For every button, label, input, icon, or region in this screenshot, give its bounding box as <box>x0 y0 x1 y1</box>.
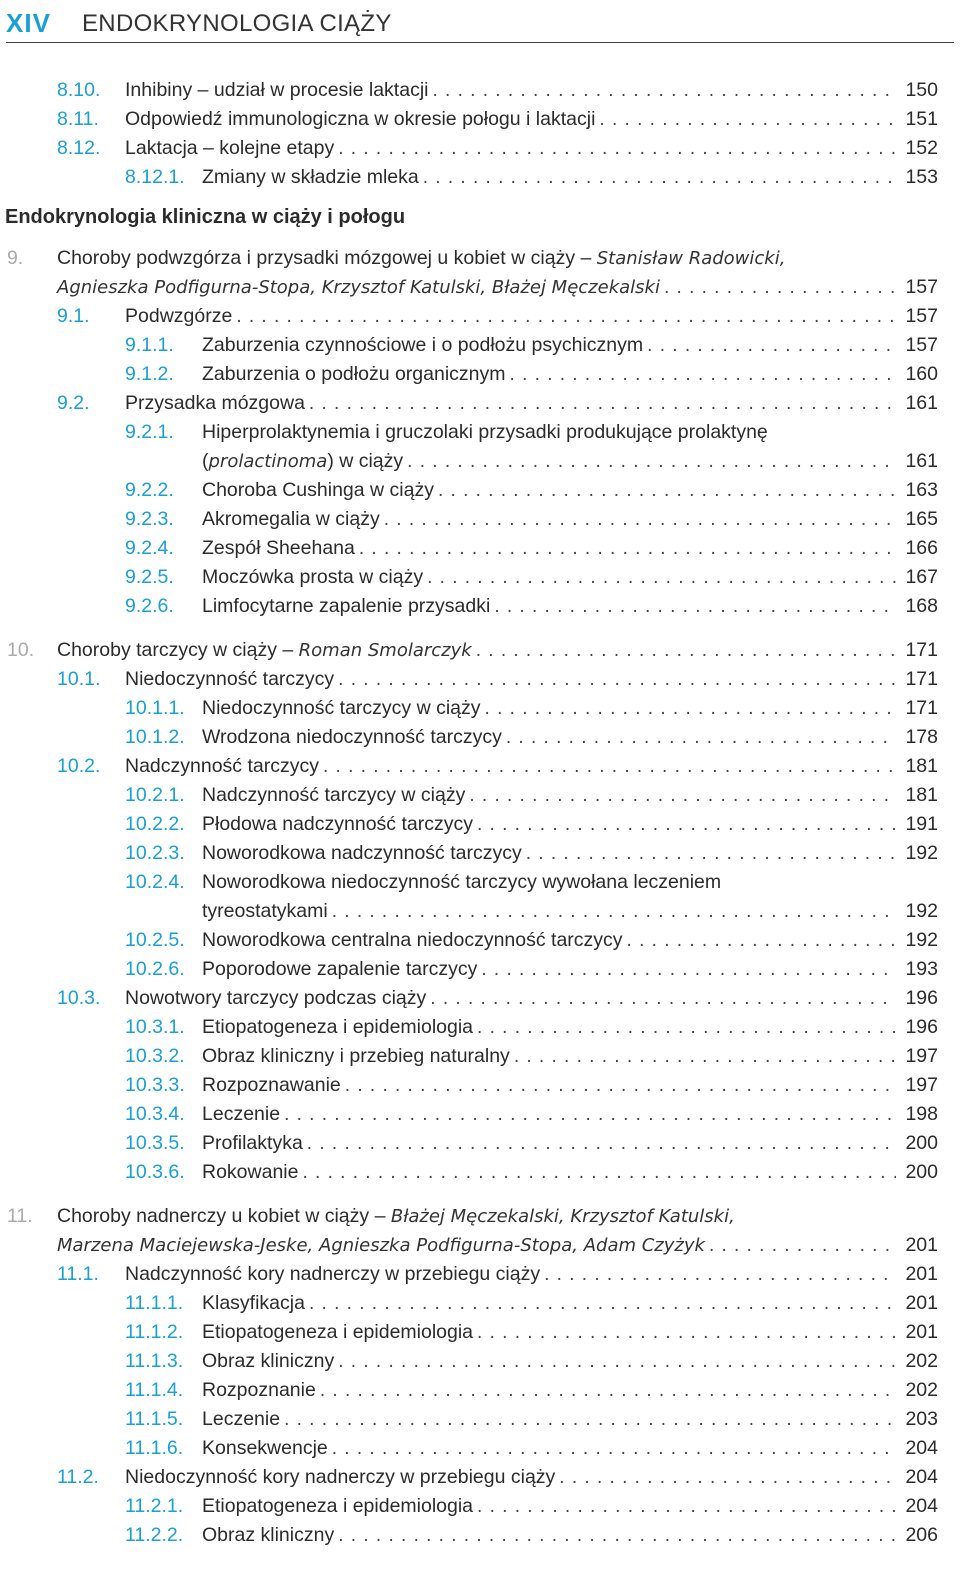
toc-entry-title <box>57 276 660 299</box>
toc-entry[interactable] <box>0 1042 960 1071</box>
toc-entry-title-text: Wrodzona niedoczynność tarczycy <box>202 726 502 748</box>
toc-entry-number: 11.1.4. <box>125 1379 184 1401</box>
table-of-contents <box>0 76 960 1550</box>
toc-entry-title <box>202 1074 341 1096</box>
toc-entry-authors: Błażej Męczekalski, Krzysztof Katulski, <box>390 1206 735 1227</box>
toc-entry-page: 192 <box>905 929 938 951</box>
toc-entry-title-text: Zaburzenia o podłożu organicznym <box>202 363 506 385</box>
toc-entry-authors: Agnieszka Podfigurna-Stopa, Krzysztof Katulski, Błażej Męczekalski <box>57 277 660 298</box>
toc-entry-page: 181 <box>905 755 938 777</box>
toc-entry-page: 196 <box>905 1016 938 1038</box>
dot-leader <box>469 785 896 807</box>
toc-entry-title <box>125 305 232 327</box>
toc-entry-page: 203 <box>905 1408 938 1430</box>
toc-entry[interactable] <box>0 1260 960 1289</box>
toc-entry-title <box>202 508 380 530</box>
toc-entry-title-text: Poporodowe zapalenie tarczycy <box>202 958 478 980</box>
toc-entry-number: 11.1. <box>57 1263 99 1285</box>
toc-entry[interactable] <box>0 1013 960 1042</box>
toc-entry-number: 10.2.4. <box>125 871 185 893</box>
toc-entry[interactable] <box>0 868 960 897</box>
toc-entry-page: 161 <box>905 392 938 414</box>
toc-entry-page: 157 <box>905 334 938 356</box>
toc-entry-page: 196 <box>905 987 938 1009</box>
toc-entry[interactable] <box>0 1202 960 1231</box>
toc-entry-number: 10.3.1. <box>125 1016 185 1038</box>
toc-entry-number: 11. <box>7 1205 33 1227</box>
dot-leader <box>544 1264 896 1286</box>
toc-entry-title-text: Niedoczynność tarczycy <box>125 668 335 690</box>
toc-entry-title <box>202 1350 334 1372</box>
toc-entry-title-text: Etiopatogeneza i epidemiologia <box>202 1016 474 1038</box>
toc-entry-title-text: Choroby tarczycy w ciąży – <box>57 639 299 661</box>
toc-entry-number: 9.2.4. <box>125 537 174 559</box>
toc-entry-page: 202 <box>905 1379 938 1401</box>
toc-entry-page: 167 <box>905 566 938 588</box>
spacer <box>0 1187 960 1202</box>
toc-entry-number: 10.1. <box>57 668 101 690</box>
toc-entry-title-text: Konsekwencje <box>202 1437 328 1459</box>
toc-entry-number: 9.1.1. <box>125 334 174 356</box>
dot-leader <box>236 306 896 328</box>
toc-entry-title-text: Etiopatogeneza i epidemiologia <box>202 1321 474 1343</box>
toc-entry-page: 202 <box>905 1350 938 1372</box>
toc-entry[interactable] <box>0 1463 960 1492</box>
toc-entry[interactable] <box>0 839 960 868</box>
toc-entry-title <box>202 784 465 806</box>
toc-entry-title <box>202 1437 328 1459</box>
spacer <box>0 621 960 636</box>
toc-entry-number: 10.3.6. <box>125 1161 185 1183</box>
toc-entry-title-text: Inhibiny – udział w procesie laktacji <box>125 79 429 101</box>
toc-entry[interactable] <box>0 360 960 389</box>
toc-entry-number: 8.12.1. <box>125 166 185 188</box>
toc-entry[interactable] <box>0 955 960 984</box>
toc-entry-number: 11.1.2. <box>125 1321 184 1343</box>
dot-leader <box>664 277 896 299</box>
toc-entry-number: 10.2.2. <box>125 813 185 835</box>
toc-entry[interactable] <box>0 476 960 505</box>
toc-entry-number: 10.3.2. <box>125 1045 185 1067</box>
toc-entry-number: 9.2.5. <box>125 566 174 588</box>
toc-entry[interactable] <box>0 1071 960 1100</box>
chapter-title: ENDOKRYNOLOGIA CIĄŻY <box>82 10 392 37</box>
toc-entry-title-text: Płodowa nadczynność tarczycy <box>202 813 473 835</box>
section-heading-text: Endokrynologia kliniczna w ciąży i połogu <box>5 206 406 228</box>
toc-entry-page: 178 <box>905 726 938 748</box>
dot-leader <box>320 1380 896 1402</box>
toc-entry[interactable] <box>0 1521 960 1550</box>
toc-entry[interactable] <box>0 897 960 926</box>
toc-entry-page: 181 <box>905 784 938 806</box>
toc-entry[interactable] <box>0 926 960 955</box>
toc-entry-title-text: Laktacja – kolejne etapy <box>125 137 335 159</box>
toc-entry-title-text: Noworodkowa nadczynność tarczycy <box>202 842 522 864</box>
dot-leader <box>423 167 896 189</box>
dot-leader <box>494 596 896 618</box>
toc-entry[interactable] <box>0 76 960 105</box>
dot-leader <box>332 901 896 923</box>
toc-entry-title-text: Rokowanie <box>202 1161 299 1183</box>
chapter-number: XIV <box>6 8 51 38</box>
toc-entry[interactable] <box>0 723 960 752</box>
toc-entry-number: 10.3. <box>57 987 101 1009</box>
toc-entry-page: 200 <box>905 1161 938 1183</box>
toc-entry-number: 9.2.3. <box>125 508 174 530</box>
toc-entry-number: 9.2.6. <box>125 595 174 617</box>
toc-entry-title <box>57 247 785 270</box>
toc-entry-page: 192 <box>905 900 938 922</box>
dot-leader <box>338 669 896 691</box>
toc-entry-title <box>202 1321 473 1343</box>
toc-entry-title <box>125 1263 540 1285</box>
toc-entry-number: 11.1.3. <box>125 1350 184 1372</box>
toc-entry-title <box>202 871 721 893</box>
toc-entry-title-text: Noworodkowa centralna niedoczynność tarczycy <box>202 929 623 951</box>
dot-leader <box>309 1293 896 1315</box>
toc-entry[interactable] <box>0 810 960 839</box>
toc-entry[interactable] <box>0 418 960 447</box>
toc-entry-page: 204 <box>905 1437 938 1459</box>
toc-entry-title <box>202 813 473 835</box>
toc-entry-number: 10.2.3. <box>125 842 185 864</box>
dot-leader <box>510 364 896 386</box>
toc-entry[interactable] <box>0 1289 960 1318</box>
toc-entry-title-text: Zespół Sheehana <box>202 537 355 559</box>
toc-entry-title <box>202 450 403 473</box>
dot-leader <box>599 109 896 131</box>
toc-entry-page: 152 <box>905 137 938 159</box>
toc-entry-page: 153 <box>905 166 938 188</box>
toc-entry-page: 168 <box>905 595 938 617</box>
toc-entry-page: 171 <box>905 668 938 690</box>
toc-entry-title <box>57 639 472 662</box>
toc-entry-title <box>202 1161 298 1183</box>
toc-entry-title <box>202 1016 473 1038</box>
toc-entry-title <box>202 1045 510 1067</box>
dot-leader <box>481 959 896 981</box>
toc-entry-page: 206 <box>905 1524 938 1546</box>
toc-entry[interactable] <box>0 105 960 134</box>
toc-entry-title <box>125 668 334 690</box>
toc-entry-title-text: Klasyfikacja <box>202 1292 305 1314</box>
toc-entry[interactable] <box>0 273 960 302</box>
dot-leader <box>332 1438 896 1460</box>
dot-leader <box>338 138 896 160</box>
toc-entry-page: 166 <box>905 537 938 559</box>
dot-leader <box>309 393 896 415</box>
toc-entry-number: 11.2.2. <box>125 1524 184 1546</box>
toc-entry-number: 8.11. <box>57 108 99 130</box>
toc-entry[interactable] <box>0 1100 960 1129</box>
toc-entry-title <box>202 842 522 864</box>
toc-entry-title <box>202 421 768 443</box>
toc-entry[interactable] <box>0 1231 960 1260</box>
dot-leader <box>323 756 896 778</box>
toc-entry-title-text: Choroby podwzgórza i przysadki mózgowej u kobiet w ciąży – <box>57 247 597 269</box>
toc-entry[interactable] <box>0 244 960 273</box>
toc-entry-title-text: Przysadka mózgowa <box>125 392 305 414</box>
toc-entry-title <box>125 987 426 1009</box>
dot-leader <box>384 509 896 531</box>
toc-entry-page: 197 <box>905 1074 938 1096</box>
toc-entry-title-text: Noworodkowa niedoczynność tarczycy wywołana leczeniem <box>202 871 722 893</box>
toc-entry-number: 9. <box>7 247 24 269</box>
toc-entry-number: 9.1.2. <box>125 363 174 385</box>
toc-entry-number: 11.2.1. <box>125 1495 184 1517</box>
toc-entry-page: 165 <box>905 508 938 530</box>
toc-entry-number: 10.3.3. <box>125 1074 185 1096</box>
toc-entry[interactable] <box>0 665 960 694</box>
dot-leader <box>302 1162 896 1184</box>
toc-entry[interactable] <box>0 1434 960 1463</box>
toc-entry-title <box>202 595 490 617</box>
toc-entry-title-text: Niedoczynność kory nadnerczy w przebiegu ciąży <box>125 1466 556 1488</box>
toc-entry-title <box>57 1205 735 1228</box>
dot-leader <box>627 930 896 952</box>
toc-entry-page: 191 <box>905 813 938 835</box>
dot-leader <box>284 1104 896 1126</box>
dot-leader <box>338 1525 896 1547</box>
dot-leader <box>709 1235 896 1257</box>
toc-entry-number: 10.2.1. <box>125 784 185 806</box>
toc-entry-title-text: Moczówka prosta w ciąży <box>202 566 424 588</box>
toc-entry-title <box>202 334 643 356</box>
toc-entry-title <box>125 79 429 101</box>
toc-entry-number: 9.2.2. <box>125 479 174 501</box>
toc-entry-title-text: Nadczynność tarczycy <box>125 755 319 777</box>
toc-entry-title <box>125 392 305 414</box>
toc-entry-title <box>202 697 481 719</box>
toc-entry-page: 192 <box>905 842 938 864</box>
dot-leader <box>477 1017 896 1039</box>
dot-leader <box>433 80 897 102</box>
toc-entry[interactable] <box>0 592 960 621</box>
dot-leader <box>438 480 896 502</box>
toc-entry-number: 10.3.5. <box>125 1132 185 1154</box>
toc-entry-title-text: Zmiany w składzie mleka <box>202 166 419 188</box>
toc-entry-page: 204 <box>905 1466 938 1488</box>
toc-entry-title-text: Leczenie <box>202 1408 281 1430</box>
toc-entry-number: 10. <box>7 639 35 661</box>
toc-entry-number: 10.3.4. <box>125 1103 185 1125</box>
toc-entry-title <box>202 166 419 188</box>
toc-entry-page: 201 <box>905 1234 938 1256</box>
toc-entry-page: 157 <box>905 305 938 327</box>
toc-entry-title-text: Odpowiedź immunologiczna w okresie połogu i laktacji <box>125 108 596 130</box>
toc-entry-number: 10.2.5. <box>125 929 185 951</box>
dot-leader <box>647 335 896 357</box>
toc-entry[interactable] <box>0 163 960 192</box>
toc-entry-title-text: Profilaktyka <box>202 1132 303 1154</box>
toc-entry-title <box>125 1466 555 1488</box>
toc-entry[interactable] <box>0 389 960 418</box>
dot-leader <box>485 698 896 720</box>
section-heading <box>0 192 960 244</box>
page-header <box>6 6 954 43</box>
toc-entry-page: 151 <box>905 108 938 130</box>
toc-entry[interactable] <box>0 331 960 360</box>
toc-entry-page: 201 <box>905 1263 938 1285</box>
toc-entry-title <box>202 900 328 922</box>
toc-entry-number: 9.2. <box>57 392 90 414</box>
dot-leader <box>526 843 896 865</box>
toc-entry-page: 150 <box>905 79 938 101</box>
toc-entry[interactable] <box>0 563 960 592</box>
dot-leader <box>345 1075 896 1097</box>
dot-leader <box>477 1496 896 1518</box>
toc-entry-title <box>125 755 319 777</box>
toc-entry-page: 193 <box>905 958 938 980</box>
toc-entry[interactable] <box>0 302 960 331</box>
dot-leader <box>359 538 896 560</box>
toc-entry-number: 11.1.1. <box>125 1292 184 1314</box>
toc-entry-title <box>202 1524 334 1546</box>
toc-entry-title-text: Obraz kliniczny <box>202 1350 335 1372</box>
dot-leader <box>477 814 896 836</box>
toc-entry-title <box>202 479 434 501</box>
toc-entry-title-text: Obraz kliniczny i przebieg naturalny <box>202 1045 510 1067</box>
toc-entry-page: 200 <box>905 1132 938 1154</box>
dot-leader <box>477 1322 896 1344</box>
toc-entry-title-text: Nadczynność tarczycy w ciąży <box>202 784 466 806</box>
toc-entry-page: 204 <box>905 1495 938 1517</box>
toc-entry-page: 157 <box>905 276 938 298</box>
toc-entry[interactable] <box>0 134 960 163</box>
toc-entry-number: 10.1.2. <box>125 726 185 748</box>
toc-entry-number: 8.12. <box>57 137 101 159</box>
toc-entry-number: 9.1. <box>57 305 90 327</box>
toc-entry-authors: Marzena Maciejewska-Jeske, Agnieszka Podfigurna-Stopa, Adam Czyżyk <box>57 1235 705 1256</box>
toc-entry-title-text: Obraz kliniczny <box>202 1524 335 1546</box>
toc-entry[interactable] <box>0 534 960 563</box>
toc-entry-title <box>202 929 623 951</box>
toc-entry-title-text: (prolactinoma) w ciąży <box>202 450 404 472</box>
toc-entry-title <box>202 1379 316 1401</box>
toc-entry[interactable] <box>0 1347 960 1376</box>
toc-entry-title <box>202 1495 473 1517</box>
dot-leader <box>307 1133 896 1155</box>
toc-entry-title-text: Akromegalia w ciąży <box>202 508 380 530</box>
toc-entry[interactable] <box>0 984 960 1013</box>
toc-entry-title <box>202 958 477 980</box>
toc-entry-title <box>202 1292 305 1314</box>
toc-entry-title <box>202 1408 280 1430</box>
toc-entry[interactable] <box>0 781 960 810</box>
dot-leader <box>430 988 896 1010</box>
toc-entry-title <box>202 566 423 588</box>
toc-entry-title <box>57 1234 705 1257</box>
toc-entry-number: 10.1.1. <box>125 697 185 719</box>
toc-entry-page: 197 <box>905 1045 938 1067</box>
toc-entry[interactable] <box>0 1158 960 1187</box>
toc-entry-title <box>202 726 502 748</box>
toc-entry[interactable] <box>0 1405 960 1434</box>
toc-entry-title-text: Leczenie <box>202 1103 281 1125</box>
toc-entry-title-text: Rozpoznawanie <box>202 1074 341 1096</box>
toc-entry-title-text: Niedoczynność tarczycy w ciąży <box>202 697 481 719</box>
toc-entry-number: 10.2.6. <box>125 958 185 980</box>
toc-entry-authors: Roman Smolarczyk <box>298 640 472 661</box>
toc-entry-title-text: Nowotwory tarczycy podczas ciąży <box>125 987 427 1009</box>
toc-entry-title-text: Choroba Cushinga w ciąży <box>202 479 434 501</box>
toc-entry-title-text: Nadczynność kory nadnerczy w przebiegu ciąży <box>125 1263 541 1285</box>
toc-entry-title-text: Rozpoznanie <box>202 1379 316 1401</box>
toc-entry-title-text: tyreostatykami <box>202 900 328 922</box>
toc-entry-title <box>202 1132 303 1154</box>
toc-entry[interactable] <box>0 447 960 476</box>
toc-entry[interactable] <box>0 1318 960 1347</box>
dot-leader <box>284 1409 896 1431</box>
dot-leader <box>506 727 896 749</box>
dot-leader <box>427 567 896 589</box>
toc-entry-title-text: Choroby nadnerczy u kobiet w ciąży – <box>57 1205 391 1227</box>
toc-entry-title-text: Etiopatogeneza i epidemiologia <box>202 1495 474 1517</box>
toc-entry-title-text: Zaburzenia czynnościowe i o podłożu psychicznym <box>202 334 644 356</box>
dot-leader <box>407 451 896 473</box>
dot-leader <box>559 1467 896 1489</box>
toc-entry-title <box>202 537 355 559</box>
dot-leader <box>514 1046 896 1068</box>
toc-entry-page: 201 <box>905 1321 938 1343</box>
toc-entry-number: 10.2. <box>57 755 101 777</box>
toc-entry[interactable] <box>0 505 960 534</box>
dot-leader <box>476 640 896 662</box>
toc-entry-authors: Stanisław Radowicki, <box>596 248 786 269</box>
toc-entry-page: 171 <box>905 697 938 719</box>
toc-entry-page: 201 <box>905 1292 938 1314</box>
toc-entry-title-text: Limfocytarne zapalenie przysadki <box>202 595 491 617</box>
toc-entry[interactable] <box>0 1129 960 1158</box>
dot-leader <box>338 1351 896 1373</box>
toc-entry-page: 160 <box>905 363 938 385</box>
toc-entry-number: 11.2. <box>57 1466 99 1488</box>
toc-entry-title <box>125 137 334 159</box>
toc-entry-title-text: Hiperprolaktynemia i gruczolaki przysadki produkujące prolaktynę <box>202 421 768 443</box>
toc-entry-title <box>125 108 595 130</box>
toc-entry-number: 8.10. <box>57 79 101 101</box>
toc-entry-title <box>202 363 506 385</box>
toc-entry-title-text: Podwzgórze <box>125 305 233 327</box>
toc-entry-page: 161 <box>905 450 938 472</box>
toc-entry[interactable] <box>0 1492 960 1521</box>
toc-entry-title <box>202 1103 280 1125</box>
toc-entry[interactable] <box>0 752 960 781</box>
toc-entry-number: 11.1.5. <box>125 1408 184 1430</box>
toc-entry-number: 11.1.6. <box>125 1437 184 1459</box>
toc-entry-page: 171 <box>905 639 938 661</box>
toc-entry[interactable] <box>0 694 960 723</box>
toc-entry-page: 198 <box>905 1103 938 1125</box>
toc-entry[interactable] <box>0 1376 960 1405</box>
toc-entry[interactable] <box>0 636 960 665</box>
toc-entry-page: 163 <box>905 479 938 501</box>
toc-entry-number: 9.2.1. <box>125 421 174 443</box>
